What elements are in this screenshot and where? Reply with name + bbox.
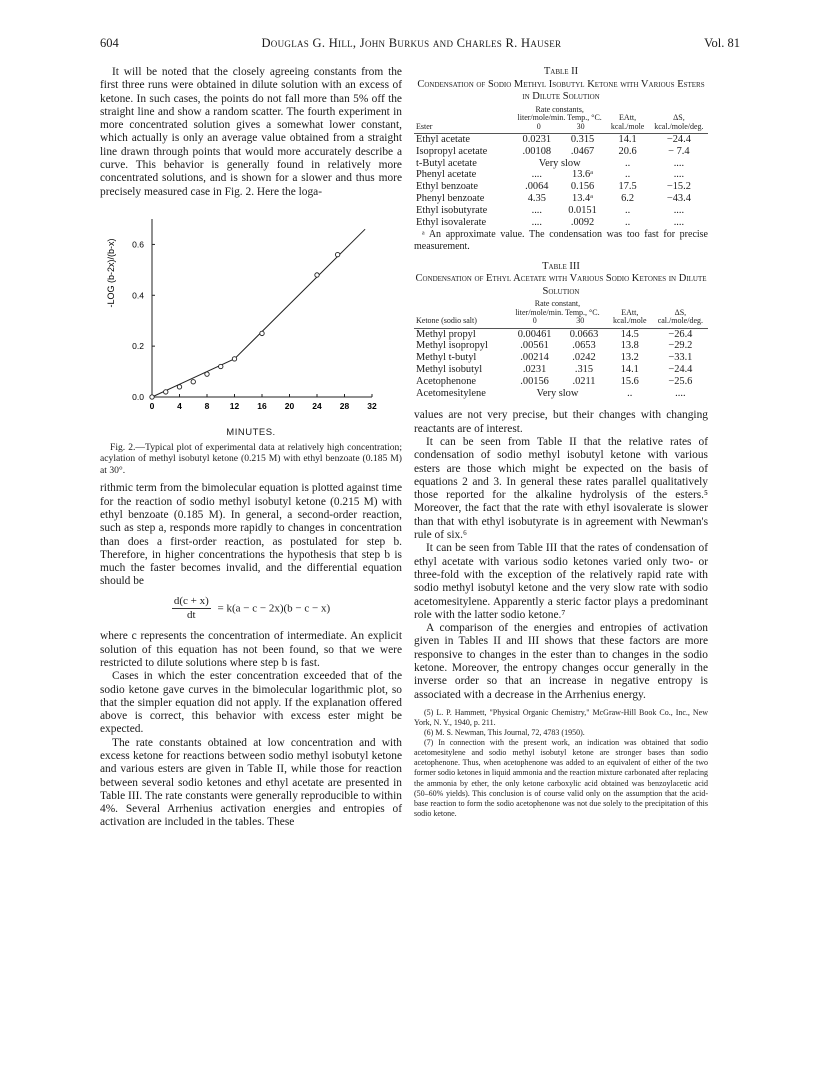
table-cell: 14.5 — [620, 328, 639, 340]
x-tick-label: 8 — [204, 400, 210, 411]
page-number: 604 — [100, 36, 119, 50]
paragraph: A comparison of the energies and entropies of activation given in Tables II and III shows that these factors are more responsive to changes in the ester than to changes in the sodio ketone. Moreover, the entropy changes occur generally in the inverse order so that an increase in negative entropy is associated with a decrease in the Arrhenius energy. — [414, 622, 708, 701]
data-point — [219, 364, 223, 368]
table-cell: .0242 — [572, 352, 596, 364]
paragraph: It can be seen from Table II that the relative rates of condensation of sodio methyl isobutyl ketone with various esters are those which might be expected on the basis of equations 2 and 3. In general these rates parallel qualitatively those reported for the alkaline hydrolysis of the esters.⁵ Moreover, the fact that the rate with ethyl isovalerate is slower than that with ethyl isobutyrate is in agreement with Newman's rule of six.⁶ — [414, 435, 708, 542]
table-cell: .0231 — [522, 363, 547, 375]
table-cell: .0653 — [572, 340, 596, 352]
table-cell: Methyl isopropyl — [416, 340, 488, 352]
table-cell: .... — [673, 157, 685, 169]
temp-0: 0 — [532, 316, 537, 326]
table-cell: −33.1 — [668, 352, 693, 364]
table3-title: Condensation of Ethyl Acetate with Various Sodio Ketones in Dilute Solution — [415, 273, 707, 297]
table-row — [414, 169, 708, 181]
table-cell: .0467 — [570, 145, 595, 157]
y-axis-label: -LOG (b-2x)/(b-x) — [106, 238, 116, 308]
x-tick-label: 12 — [229, 400, 240, 411]
x-tick-label: 16 — [257, 400, 267, 411]
table-cell: −15.2 — [666, 181, 691, 193]
col-header: ΔS, cal./mole/deg. — [653, 300, 708, 328]
table-cell: 4.35 — [527, 192, 546, 204]
table-cell: .... — [531, 204, 542, 216]
paragraph: rithmic term from the bimolecular equation is plotted against time for the reaction of sodio methyl isobutyl ketone (0.215 M) with ethyl benzoate (0.185 M). In general, a second-order reaction, such as step a, responds more rapidly to changes in concentration than does a first-order reaction, as postulated for step b. Therefore, in higher concentrations the hypothesis that step b is much the faster becomes invalid, and the differential equation should be — [100, 482, 402, 588]
col-header: ΔS, kcal./mole/deg. — [650, 106, 708, 134]
paragraph: Cases in which the ester concentration exceeded that of the sodio ketone gave curves in the bimolecular logarithmic plot, so that the simpler equation did not apply. If the explanation offered above is correct, this behavior with excess ester might be expected. — [100, 670, 402, 736]
col-header: Ester — [414, 106, 514, 134]
x-tick-label: 32 — [367, 400, 377, 411]
table-cell: 13.6ᵃ — [572, 169, 594, 181]
table3-label: Table III — [542, 260, 580, 272]
table-cell: Ethyl isobutyrate — [416, 204, 488, 216]
table-cell: −26.4 — [668, 328, 693, 340]
data-point — [260, 331, 264, 335]
col-header: EAtt, kcal./mole — [607, 300, 653, 328]
right-column — [414, 66, 708, 819]
x-tick-label: 20 — [284, 400, 295, 411]
table-cell: Ethyl benzoate — [416, 181, 479, 193]
table-cell: .. — [624, 157, 631, 169]
paragraph: It will be noted that the closely agreeing constants from the first three runs were obtained in dilute solution with an excess of ketone. In such cases, the points do not fall more than 5% off the straight line and show a random scatter. The fourth experiment in more concentrated solution gives a somewhat lower constant, which actually is only an average value obtained from a straight line drawn through points that would more accurately describe a curve. This behavior is generally found in relatively more concentrated solutions, and is shown for a slower and thus more precisely measured case in Fig. 2. Here the loga- — [100, 66, 402, 198]
table-cell: .00108 — [522, 145, 552, 157]
data-point — [315, 273, 319, 277]
table-cell: 0.0663 — [569, 328, 599, 340]
paragraph: values are not very precise, but their changes with changing reactants are of interest. — [414, 409, 708, 435]
table-cell: .00214 — [520, 352, 549, 364]
table-cell: Acetophenone — [416, 375, 477, 387]
table-cell: Methyl propyl — [416, 328, 476, 340]
table-cell: Ethyl isovalerate — [416, 216, 487, 228]
table-cell: .00561 — [520, 340, 549, 352]
data-point — [335, 252, 339, 256]
table-cell: .0211 — [572, 375, 596, 387]
col-header — [508, 300, 607, 328]
table-cell: 0.156 — [570, 181, 595, 193]
table-cell: .... — [531, 169, 542, 181]
differential-equation — [100, 595, 402, 623]
rate-header: Rate constant, liter/mole/min. Temp., °C. — [515, 299, 600, 317]
table-cell: −43.4 — [666, 192, 691, 204]
table-cell: .0092 — [570, 216, 595, 228]
data-point — [177, 385, 181, 389]
paragraph: where c represents the concentration of intermediate. An explicit solution of this equation has not been found, so that we were restricted to dilute solutions where step b is fast. — [100, 630, 402, 669]
table-row — [414, 205, 708, 217]
table-cell: .... — [673, 169, 685, 181]
x-tick-label: 24 — [312, 400, 322, 411]
table-cell: t-Butyl acetate — [416, 157, 477, 169]
table-cell: Phenyl acetate — [416, 169, 477, 181]
table-cell: 14.1 — [620, 363, 639, 375]
table-cell: Very slow — [536, 387, 579, 399]
table-cell: .0064 — [525, 181, 549, 193]
table-row — [414, 376, 708, 388]
table2-title: Condensation of Sodio Methyl Isobutyl Ketone with Various Esters in Dilute Solution — [417, 78, 705, 102]
table-row — [414, 364, 708, 376]
table-cell: .. — [624, 216, 631, 228]
table-cell: .. — [624, 204, 631, 216]
x-tick-label: 28 — [339, 400, 350, 411]
data-point — [164, 390, 168, 394]
fig2-chart — [100, 211, 402, 421]
col-header — [514, 106, 605, 134]
fit-line — [152, 229, 365, 397]
col-header: Ketone (sodio salt) — [414, 300, 508, 328]
x-tick-label: 4 — [177, 400, 182, 411]
table-cell: .. — [624, 169, 631, 181]
data-point — [191, 380, 195, 384]
table-cell: −24.4 — [668, 363, 693, 375]
temp-30: 30 — [576, 121, 585, 131]
eq-fraction — [172, 595, 211, 623]
footnote-7: (7) In connection with the present work, an indication was obtained that sodio acetomesitylene and sodio methyl isobutyl ketone are stronger bases than sodio acetophenone. Thus, when acetophenone was added to an equivalent of either of the two former sodio ketones in liquid ammonia and the reaction mixture carbonated after replacing the ammonia by ether, the only ketone carboxylic acid obtained was benzoylacetic acid (50–60% yields). This conclusion is of course valid only on the assumption that the acid-base reaction to form the sodio acetophenone was not due solely to the precipitation of this sodio ketone. — [414, 738, 708, 818]
table-2 — [414, 106, 708, 229]
table-row — [414, 388, 708, 400]
rate-header: Rate constants, liter/mole/min. Temp., °C. — [517, 104, 602, 122]
x-axis-title: MINUTES. — [226, 426, 276, 438]
table-cell: Very slow — [538, 157, 581, 169]
table-cell: .00156 — [520, 375, 549, 387]
paragraph: The rate constants obtained at low concentration and with excess ketone for reactions between sodio methyl isobutyl ketone and various esters are given in Table II, while those for reaction between several sodio ketones and ethyl acetate are presented in Table III. The rate constants were generally reproducible to within 4%. Several Arrhenius activation energies and entropies of activation are included in the tables. These — [100, 736, 402, 829]
y-tick-label: 0.0 — [132, 391, 144, 402]
eq-denominator: dt — [187, 609, 196, 622]
footnote-5: (5) L. P. Hammett, "Physical Organic Chemistry," McGraw-Hill Book Co., Inc., New York, N. Y., 1940, p. 211. — [414, 707, 708, 727]
footnote-6: (6) M. S. Newman, This Journal, 72, 4783 (1950). — [424, 728, 585, 738]
figure-2 — [100, 211, 402, 421]
caption-text: Fig. 2.—Typical plot of experimental data at relatively high concentration; acylation of methyl isobutyl ketone (0.215 M) with ethyl benzoate (0.185 M) at 30°. — [100, 441, 402, 476]
table-cell: −25.6 — [668, 375, 693, 387]
table-cell: Ethyl acetate — [416, 134, 470, 145]
table-cell: .... — [531, 216, 542, 228]
table-cell: Methyl t-butyl — [416, 352, 477, 364]
table-row — [414, 134, 708, 146]
table-cell: 15.6 — [620, 375, 639, 387]
table-cell: 6.2 — [621, 192, 635, 204]
table2-label: Table II — [543, 66, 579, 77]
table-3 — [414, 300, 708, 399]
table-cell: Isopropyl acetate — [416, 145, 488, 157]
table-row — [414, 340, 708, 352]
table-cell: 0.00461 — [517, 328, 552, 340]
chart-axes — [132, 219, 377, 411]
author-line: Douglas G. Hill, John Burkus and Charles R. Hauser — [261, 36, 562, 50]
table-cell: 13.8 — [620, 340, 639, 352]
table-row — [414, 146, 708, 158]
paragraph: It can be seen from Table III that the rates of condensation of ethyl acetate with various sodio ketones varied only two- or three-fold with the exception of the relatively rapid rate with sodio methyl isobutyl ketone and the very slow rate with sodio acetomesitylene. Apparently a steric factor plays a predominant role with the latter sodio ketone.⁷ — [414, 542, 708, 621]
data-point — [150, 395, 154, 399]
table-cell: 0.0231 — [522, 134, 552, 145]
volume-label: Vol. 81 — [704, 36, 740, 50]
table-cell: .. — [627, 387, 633, 399]
table-cell: 17.5 — [618, 181, 637, 193]
table-cell: − 7.4 — [668, 145, 690, 157]
table-cell: −24.4 — [666, 134, 691, 145]
table-cell: .... — [673, 204, 685, 216]
table-row — [414, 328, 708, 340]
col-header: EAtt, kcal./mole — [605, 106, 649, 134]
table-cell: .315 — [574, 363, 594, 375]
table2-footnote: ᵃ An approximate value. The condensation was too fast for precise measurement. — [414, 229, 708, 252]
table-row — [414, 158, 708, 170]
table-cell: −29.2 — [668, 340, 693, 352]
figure-caption — [100, 427, 402, 476]
table-row — [414, 352, 708, 364]
eq-rhs: = k(a − c − 2x)(b − c − x) — [217, 602, 331, 615]
chart-marks — [150, 229, 365, 399]
data-point — [205, 372, 209, 376]
temp-0: 0 — [536, 121, 541, 131]
y-tick-label: 0.2 — [132, 341, 144, 352]
eq-numerator: d(c + x) — [172, 595, 211, 609]
table-cell: 13.2 — [620, 352, 639, 364]
table-cell: Phenyl benzoate — [416, 192, 485, 204]
table-cell: 0.0151 — [568, 204, 597, 216]
table-row — [414, 217, 708, 229]
table-cell: 13.4ᵃ — [572, 192, 594, 204]
y-tick-label: 0.6 — [132, 239, 144, 250]
x-tick-label: 0 — [149, 400, 155, 411]
data-point — [232, 357, 236, 361]
table-cell: Acetomesitylene — [416, 387, 486, 399]
table-cell: .... — [673, 216, 685, 228]
table-cell: .... — [675, 387, 686, 399]
table-cell: Methyl isobutyl — [416, 363, 483, 375]
y-tick-label: 0.4 — [132, 290, 144, 301]
table-cell: 0.315 — [570, 134, 595, 145]
table-row — [414, 181, 708, 193]
running-header — [100, 36, 740, 51]
table-cell: 20.6 — [618, 145, 637, 157]
table-row — [414, 193, 708, 205]
temp-30: 30 — [576, 316, 585, 326]
left-column — [100, 66, 402, 830]
table-cell: 14.1 — [618, 134, 637, 145]
